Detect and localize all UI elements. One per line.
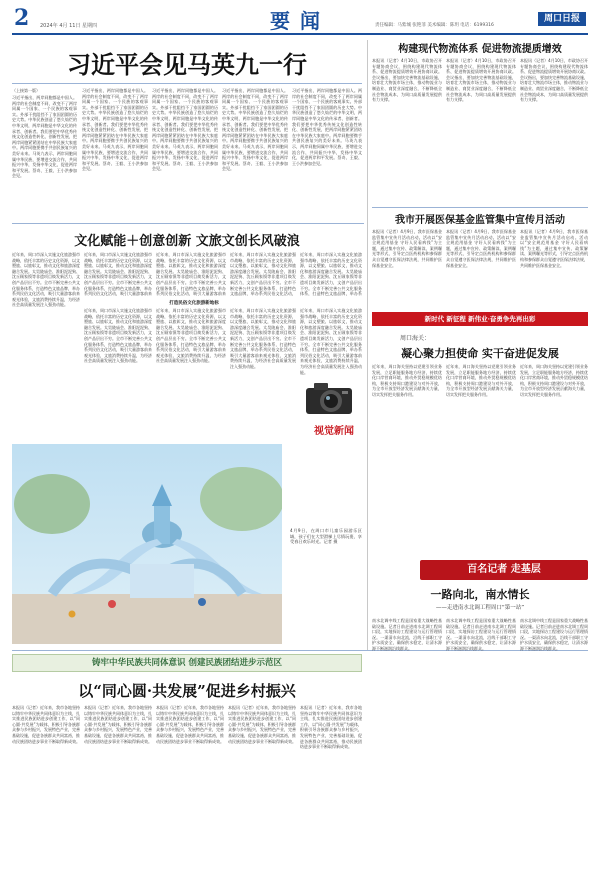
photo-caption: 4月9日，在周口市儿童乐园游乐区域，孩子们在大型滑梯上尽情玩耍，享受春日欢乐时光。记者 摄 xyxy=(290,528,362,545)
lead-divider xyxy=(12,83,362,84)
playground-photo xyxy=(12,444,282,644)
medical-body-col-3: 本报讯（记者）4月9日，我市医保基金监管集中宣传月活动启动。活动以“安全规范用基金 守好人民看病钱”为主题，通过集中宣传、政策解读、案例曝光等形式，引导定点医药机构和参保群众自觉遵守医保法律法规，共同维护医保基金安全。 xyxy=(520,229,588,268)
reporters-subhead: ——走进南水北调工程周口“第一站” xyxy=(435,605,525,611)
reporters-banner-text: 百名记者 走基层 xyxy=(467,564,541,575)
sidebar-divider-1 xyxy=(372,207,588,208)
editor-credits: 责任编辑：马紫城 张艳菲 美术编辑：陈玥 电话：6199316 xyxy=(375,23,494,28)
medical-body-col-1: 本报讯（记者）4月9日，我市医保基金监管集中宣传月活动启动。活动以“安全规范用基金 守好人民看病钱”为主题，通过集中宣传、政策解读、案例曝光等形式，引导定点医药机构和参保群众自觉遵守医保法律法规，共同维护医保基金安全。 xyxy=(372,229,442,268)
culture-body-col-4: 近年来，周口市深入实施文化旅游强市战略，依托丰富的历史文化资源，以文塑旅、以旅彰文，推动文化和旅游深度融合发展。太昊陵庙会、淮阳泥泥狗、沈丘顾家馍等非遗项目焕发新活力，文创产品层出不穷。全市不断完善公共文化服务体系，打造特色文旅品牌，举办系列民俗文化活动， xyxy=(230,252,296,297)
reporters-body-col-1: 南水北调中线工程是国家重大战略性基础设施。记者日前走进南水北调工程周口段，实地探访工程建设与运行管理情况。一渠清水向北流，沿线干部职工守护水质安全，确保供水稳定，让清水源源不断滋润沿线群众。 xyxy=(372,618,442,651)
culture-subhead: 打造民俗文化旅游新地标 xyxy=(169,301,219,306)
page-number: 2 xyxy=(14,5,30,31)
main-column-divider xyxy=(367,40,368,650)
culture-body-col-8: 近年来，周口市深入实施文化旅游强市战略，依托丰富的历史文化资源，以文塑旅、以旅彰文，推动文化和旅游深度融合发展。太昊陵庙会、淮阳泥泥狗、沈丘顾家馍等非遗项目焕发新活力，文创产品层出不穷。全市不断完善公共文化服务体系，打造特色文旅品牌，举办系列民俗文化活动，吸引大量游客前来观光体验，文旅消费持续升温，为经济社会高质量发展注入强劲动能。 xyxy=(230,308,296,369)
culture-body-col-3: 近年来，周口市深入实施文化旅游强市战略，依托丰富的历史文化资源，以文塑旅、以旅彰文，推动文化和旅游深度融合发展。太昊陵庙会、淮阳泥泥狗、沈丘顾家馍等非遗项目焕发新活力，文创产品层出不穷。全市不断完善公共文化服务体系，打造特色文旅品牌，举办系列民俗文化活动，吸引大量游客前来 xyxy=(156,252,226,297)
lead-body-col-5: 习近平指出，两岸同胞都是中国人。两岸的社会制度不同，改变不了两岸同属一个国家、一个民族的客观事实。外部干扰阻挡不了家国团圆的历史大势。中华民族创造了悠久灿烂的中华文明，两岸同胞是中华文化的传承者、创新者。我们要把中华优秀传统文化创造性转化、创新性发展，把两岸同胞紧紧团结在中华民族大家庭中。两岸同胞要携手共创民族复兴的美好未来。马英九表示，两岸同胞同属中华民族，要增进交流合作，共同振兴中华，发扬中华文化，促进两岸和平发展。蔡奇、王毅、王小洪参加会见。 xyxy=(292,88,362,166)
lead-body-col-3: 习近平指出，两岸同胞都是中国人。两岸的社会制度不同，改变不了两岸同属一个国家、一个民族的客观事实。外部干扰阻挡不了家国团圆的历史大势。中华民族创造了悠久灿烂的中华文明，两岸同胞是中华文化的传承者、创新者。我们要把中华优秀传统文化创造性转化、创新性发展，把两岸同胞紧紧团结在中华民族大家庭中。两岸同胞要携手共创民族复兴的美好未来。马英九表示，两岸同胞同属中华民族，要增进交流合作，共同振兴中华，发扬中华文化，促进两岸和平发展。蔡奇、王毅、王小洪参加会见。 xyxy=(152,88,218,172)
culture-body-col-1: 近年来，周口市深入实施文化旅游强市战略，依托丰富的历史文化资源，以文塑旅、以旅彰文，推动文化和旅游深度融合发展。太昊陵庙会、淮阳泥泥狗、沈丘顾家馍等非遗项目焕发新活力，文创产品层出不穷。全市不断完善公共文化服务体系，打造特色文旅品牌，举办系列民俗文化活动，吸引大量游客前来观光体验，文旅消费持续升温，为经济社会高质量发展注入强劲动能。 xyxy=(12,252,80,308)
logistics-body-col-3: 本报讯（记者）4月10日，市政协召开专题协商会议，围绕构建现代物流体系、促进物流提质增效开展协商议政。会议指出，要加快完善物流基础设施，培育壮大物流市场主体，推动物流业与制造业、商贸业深度融合，不断降低全社会物流成本，为周口高质量发展提供有力支撑。 xyxy=(520,58,588,103)
section-divider-1 xyxy=(12,223,364,224)
reporters-body-col-2: 南水北调中线工程是国家重大战略性基础设施。记者日前走进南水北调工程周口段，实地探访工程建设与运行管理情况。一渠清水向北流，沿线干部职工守护水质安全，确保供水稳定，让清水源源不断滋润沿线群众。 xyxy=(446,618,516,651)
newspaper-logo xyxy=(538,12,586,26)
lead-body-col-2: 习近平指出，两岸同胞都是中国人。两岸的社会制度不同，改变不了两岸同属一个国家、一个民族的客观事实。外部干扰阻挡不了家国团圆的历史大势。中华民族创造了悠久灿烂的中华文明，两岸同胞是中华文化的传承者、创新者。我们要把中华优秀传统文化创造性转化、创新性发展，把两岸同胞紧紧团结在中华民族大家庭中。两岸同胞要携手共创民族复兴的美好未来。马英九表示，两岸同胞同属中华民族，要增进交流合作，共同振兴中华，发扬中华文化，促进两岸和平发展。蔡奇、王毅、王小洪参加会见。 xyxy=(82,88,148,172)
customs-headline: 凝心聚力担使命 实干奋进促发展 xyxy=(401,347,559,360)
page-header xyxy=(0,0,600,34)
rural-body-col-4: 本报讯（记者）近年来，我市各地坚持以铸牢中华民族共同体意识为主线，扎实推进民族团结进步创建工作，以“同心圆·共发展”为载体，积极引导各族群众参与乡村振兴，发展特色产业，完善基础设施，促进各族群众共同富裕，推动民族团结进步事业不断取得新成效。 xyxy=(228,705,296,744)
camera-icon xyxy=(302,378,362,420)
section-title: 要闻 xyxy=(270,9,330,33)
medical-fund-headline: 我市开展医保基金监管集中宣传月活动 xyxy=(395,215,565,226)
masthead-rule xyxy=(12,33,588,35)
rural-body-col-2: 本报讯（记者）近年来，我市各地坚持以铸牢中华民族共同体意识为主线，扎实推进民族团结进步创建工作，以“同心圆·共发展”为载体，积极引导各族群众参与乡村振兴，发展特色产业，完善基础设施，促进各族群众共同富裕，推动民族团结进步事业不断取得新成效。 xyxy=(84,705,152,744)
logistics-headline: 构建现代物流体系 促进物流提质增效 xyxy=(398,44,562,55)
rural-body-col-1: 本报讯（记者）近年来，我市各地坚持以铸牢中华民族共同体意识为主线，扎实推进民族团结进步创建工作，以“同心圆·共发展”为载体，积极引导各族群众参与乡村振兴，发展特色产业，完善基础设施，促进各族群众共同富裕，推动民族团结进步事业不断取得新成效。 xyxy=(12,705,80,744)
customs-body-col-2: 近年来，周口海关坚持以党建引领业务发展，立足职能服务地方经济，持续优化口岸营商环境，推动外贸稳规模优结构，积极支持周口港建设与对外开放，为全市开放型经济发展贡献海关力量，切实发挥把关服务作用。 xyxy=(446,364,516,397)
unity-banner-text: 铸牢中华民族共同体意识 创建民族团结进步示范区 xyxy=(92,658,282,668)
date-line: 2024年 4月 11日 星期四 xyxy=(40,23,98,29)
customs-body-col-1: 近年来，周口海关坚持以党建引领业务发展，立足职能服务地方经济，持续优化口岸营商环境，推动外贸稳规模优结构，积极支持周口港建设与对外开放，为全市开放型经济发展贡献海关力量，切实发挥把关服务作用。 xyxy=(372,364,442,397)
culture-body-col-6: 近年来，周口市深入实施文化旅游强市战略，依托丰富的历史文化资源，以文塑旅、以旅彰文，推动文化和旅游深度融合发展。太昊陵庙会、淮阳泥泥狗、沈丘顾家馍等非遗项目焕发新活力，文创产品层出不穷。全市不断完善公共文化服务体系，打造特色文旅品牌，举办系列民俗文化活动，吸引大量游客前来观光体验，文旅消费持续升温，为经济社会高质量发展注入强劲动能。 xyxy=(84,308,152,364)
lead-body-col-1: 习近平指出，两岸同胞都是中国人。两岸的社会制度不同，改变不了两岸同属一个国家、一个民族的客观事实。外部干扰阻挡不了家国团圆的历史大势。中华民族创造了悠久灿烂的中华文明，两岸同胞是中华文化的传承者、创新者。我们要把中华优秀传统文化创造性转化、创新性发展，把两岸同胞紧紧团结在中华民族大家庭中。两岸同胞要携手共创民族复兴的美好未来。马英九表示，两岸同胞同属中华民族，要增进交流合作，共同振兴中华，发扬中华文化，促进两岸和平发展。蔡奇、王毅、王小洪参加会见。 xyxy=(12,95,77,179)
lead-headline: 习近平会见马英九一行 xyxy=(67,50,307,79)
logistics-body-col-2: 本报讯（记者）4月10日，市政协召开专题协商会议，围绕构建现代物流体系、促进物流提质增效开展协商议政。会议指出，要加快完善物流基础设施，培育壮大物流市场主体，推动物流业与制造业、商贸业深度融合，不断降低全社会物流成本，为周口高质量发展提供有力支撑。 xyxy=(446,58,516,103)
lead-dateline: （上接第一版） xyxy=(12,88,40,93)
culture-body-col-5: 近年来，周口市深入实施文化旅游强市战略，依托丰富的历史文化资源，以文塑旅、以旅彰文，推动文化和旅游深度融合发展。太昊陵庙会、淮阳泥泥狗、沈丘顾家馍等非遗项目焕发新活力，文创产品层出不穷。全市不断完善公共文化服务体系，打造特色文旅品牌，举办系 xyxy=(300,252,362,297)
new-era-banner-text: 新时代 新征程 新伟业·奋勇争先再出彩 xyxy=(424,315,536,323)
rural-headline: 以“同心圆·共发展”促进乡村振兴 xyxy=(78,682,296,700)
logo-text: 周口日报 xyxy=(543,14,580,24)
culture-headline: 文化赋能＋创意创新 文旅文创长风破浪 xyxy=(74,234,300,249)
culture-body-col-9: 近年来，周口市深入实施文化旅游强市战略，依托丰富的历史文化资源，以文塑旅、以旅彰文，推动文化和旅游深度融合发展。太昊陵庙会、淮阳泥泥狗、沈丘顾家馍等非遗项目焕发新活力，文创产品层出不穷。全市不断完善公共文化服务体系，打造特色文旅品牌，举办系列民俗文化活动，吸引大量游客前来观光体验，文旅消费持续升温，为经济社会高质量发展注入强劲动能。 xyxy=(300,308,362,375)
reporters-headline: 一路向北，南水情长 xyxy=(430,588,530,601)
medical-body-col-2: 本报讯（记者）4月9日，我市医保基金监管集中宣传月活动启动。活动以“安全规范用基金 守好人民看病钱”为主题，通过集中宣传、政策解读、案例曝光等形式，引导定点医药机构和参保群众自觉遵守医保法律法规，共同维护医保基金安全。 xyxy=(446,229,516,268)
reporters-banner xyxy=(420,560,588,580)
rural-body-col-3: 本报讯（记者）近年来，我市各地坚持以铸牢中华民族共同体意识为主线，扎实推进民族团结进步创建工作，以“同心圆·共发展”为载体，积极引导各族群众参与乡村振兴，发展特色产业，完善基础设施，促进各族群众共同富裕，推动民族团结进步事业不断取得新成效。 xyxy=(156,705,224,744)
lead-body-col-4: 习近平指出，两岸同胞都是中国人。两岸的社会制度不同，改变不了两岸同属一个国家、一个民族的客观事实。外部干扰阻挡不了家国团圆的历史大势。中华民族创造了悠久灿烂的中华文明，两岸同胞是中华文化的传承者、创新者。我们要把中华优秀传统文化创造性转化、创新性发展，把两岸同胞紧紧团结在中华民族大家庭中。两岸同胞要携手共创民族复兴的美好未来。马英九表示，两岸同胞同属中华民族，要增进交流合作，共同振兴中华，发扬中华文化，促进两岸和平发展。蔡奇、王毅、王小洪参加会见。 xyxy=(222,88,288,172)
culture-body-col-7: 近年来，周口市深入实施文化旅游强市战略，依托丰富的历史文化资源，以文塑旅、以旅彰文，推动文化和旅游深度融合发展。太昊陵庙会、淮阳泥泥狗、沈丘顾家馍等非遗项目焕发新活力，文创产品层出不穷。全市不断完善公共文化服务体系，打造特色文旅品牌，举办系列民俗文化活动，吸引大量游客前来观光体验，文旅消费持续升温，为经济社会高质量发展注入强劲动能。 xyxy=(156,308,226,364)
logistics-body-col-1: 本报讯（记者）4月10日，市政协召开专题协商会议，围绕构建现代物流体系、促进物流提质增效开展协商议政。会议指出，要加快完善物流基础设施，培育壮大物流市场主体，推动物流业与制造业、商贸业深度融合，不断降低全社会物流成本，为周口高质量发展提供有力支撑。 xyxy=(372,58,442,103)
customs-body-col-3: 近年来，周口海关坚持以党建引领业务发展，立足职能服务地方经济，持续优化口岸营商环境，推动外贸稳规模优结构，积极支持周口港建设与对外开放，为全市开放型经济发展贡献海关力量，切实发挥把关服务作用。 xyxy=(520,364,588,397)
culture-body-col-2: 近年来，周口市深入实施文化旅游强市战略，依托丰富的历史文化资源，以文塑旅、以旅彰文，推动文化和旅游深度融合发展。太昊陵庙会、淮阳泥泥狗、沈丘顾家馍等非遗项目焕发新活力，文创产品层出不穷。全市不断完善公共文化服务体系，打造特色文旅品牌，举办系列民俗文化活动，吸引大量游客前来 xyxy=(84,252,152,297)
visual-news-label: 视觉新闻 xyxy=(314,426,354,437)
customs-subhead: 周口海关： xyxy=(400,335,431,342)
unity-banner xyxy=(12,654,362,672)
rural-body-col-5: 本报讯（记者）近年来，我市各地坚持以铸牢中华民族共同体意识为主线，扎实推进民族团结进步创建工作，以“同心圆·共发展”为载体，积极引导各族群众参与乡村振兴，发展特色产业，完善基础设施，促进各族群众共同富裕，推动民族团结进步事业不断取得新成效。 xyxy=(300,705,362,750)
reporters-body-col-3: 南水北调中线工程是国家重大战略性基础设施。记者日前走进南水北调工程周口段，实地探访工程建设与运行管理情况。一渠清水向北流，沿线干部职工守护水质安全，确保供水稳定，让清水源源不断滋润沿线群众。 xyxy=(520,618,588,651)
new-era-banner xyxy=(372,312,588,326)
